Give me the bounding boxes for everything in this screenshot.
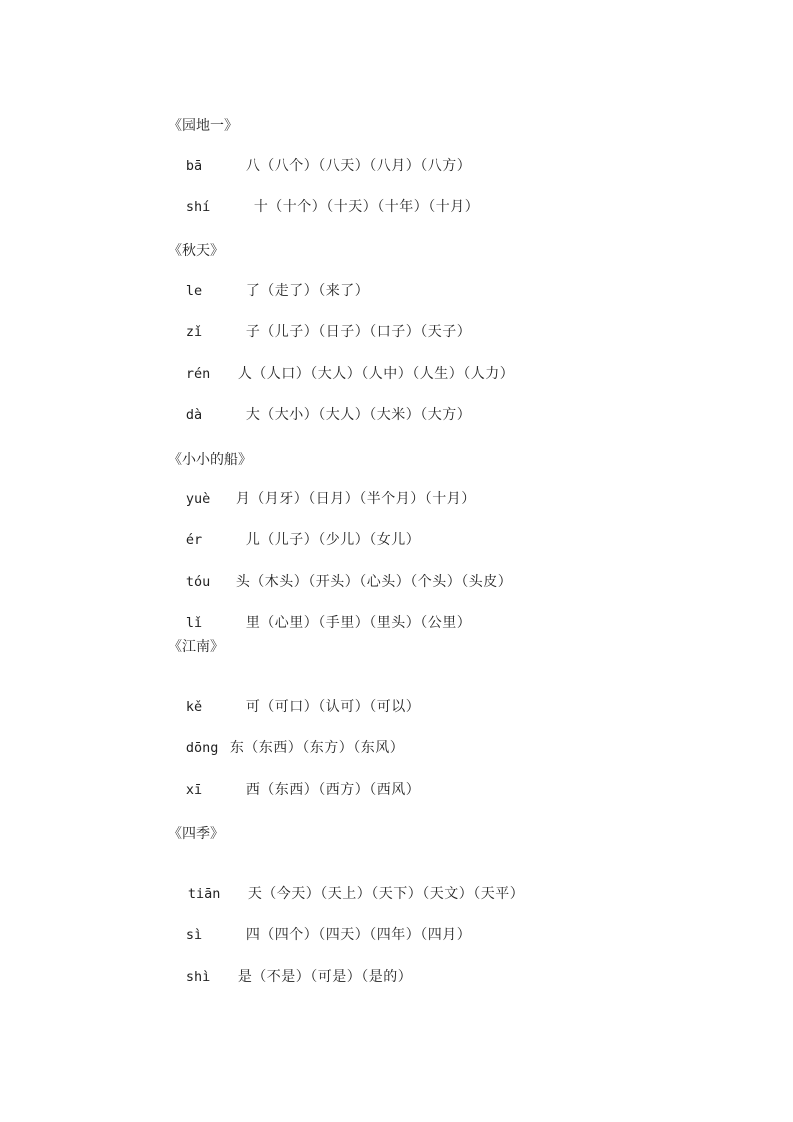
section-title: 《小小的船》 [168,452,252,468]
pinyin: rén [185,366,211,382]
word-list: 天（今天）（天上）（天下）（天文）（天平） [247,886,525,902]
pinyin: le [185,283,203,299]
pinyin: bā [185,158,203,174]
word-list: 八（八个）（八天）（八月）（八方） [245,158,472,174]
pinyin: shí [185,199,211,215]
pinyin: tóu [185,574,211,590]
pinyin: ér [185,532,203,548]
pinyin: sì [185,927,203,943]
pinyin: xī [185,782,203,798]
pinyin: shì [185,969,211,985]
word-list: 头（木头）（开头）（心头）（个头）（头皮） [235,574,513,590]
word-list: 是（不是）（可是）（是的） [237,969,413,985]
pinyin: dà [185,407,203,423]
word-list: 人（人口）（大人）（人中）（人生）（人力） [237,366,515,382]
word-row [168,950,412,1004]
pinyin: tiān [187,886,221,902]
section-title: 《四季》 [168,826,224,842]
pinyin: dōng [185,740,219,756]
pinyin: lǐ [185,615,203,631]
pinyin: yuè [185,491,211,507]
word-list: 西（东西）（西方）（西风） [245,782,421,798]
word-row [168,763,420,817]
word-row [168,180,479,234]
word-list: 了（走了）（来了） [245,283,370,299]
word-list: 月（月牙）（日月）（半个月）（十月） [235,491,476,507]
word-list: 子（儿子）（日子）（口子）（天子） [245,324,472,340]
word-list: 东（东西）（东方）（东风） [229,740,405,756]
word-list: 十（十个）（十天）（十年）（十月） [253,199,480,215]
word-list: 四（四个）（四天）（四年）（四月） [245,927,472,943]
word-list: 可（可口）（认可）（可以） [245,699,421,715]
section-title: 《秋天》 [168,243,224,259]
pinyin: kě [185,699,203,715]
section-title: 《江南》 [168,639,224,655]
pinyin: zǐ [185,324,203,340]
word-list: 大（大小）（大人）（大米）（大方） [245,407,472,423]
word-list: 儿（儿子）（少儿）（女儿） [245,532,421,548]
section-title: 《园地一》 [168,118,238,134]
word-list: 里（心里）（手里）（里头）（公里） [245,615,472,631]
word-row [168,388,471,442]
